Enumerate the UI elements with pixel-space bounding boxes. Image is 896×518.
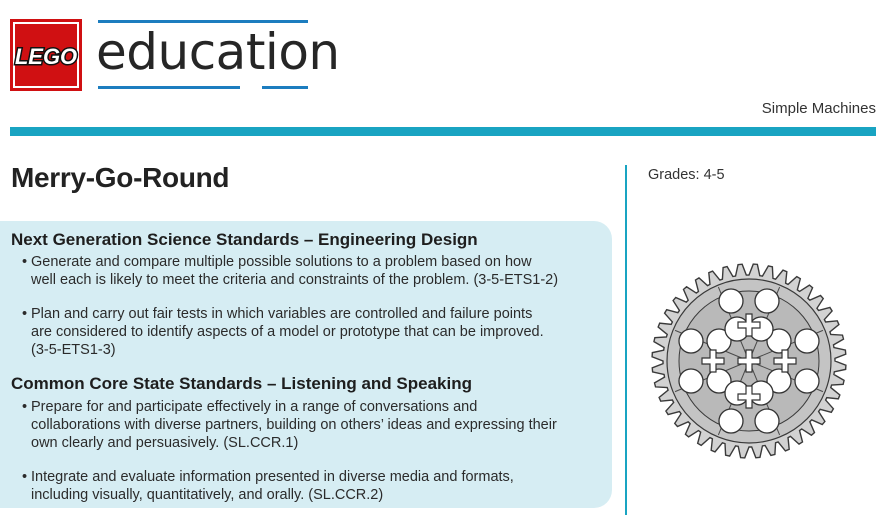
header-divider-bar [10,127,876,136]
bullet-line: Plan and carry out fair tests in which variables are controlled and failure points [31,306,533,322]
ccss-bullet-2 [22,468,607,504]
gear-icon [650,262,848,465]
topic-label: Simple Machines [761,100,876,117]
gear-hole [719,289,743,313]
gear-hole [755,409,779,433]
bullet-line: collaborations with diverse partners, building on others’ ideas and expressing their [31,417,557,433]
ngss-heading: Next Generation Science Standards – Engineering Design [11,230,478,249]
gear-illustration [650,262,848,460]
bullet-line: (3-5-ETS1-3) [31,342,116,358]
brand-wordmark: education [96,23,340,81]
bullet-line: Integrate and evaluate information presented in diverse media and formats, [31,469,514,485]
bullet-line: including visually, quantitatively, and orally. (SL.CCR.2) [31,487,384,503]
bullet-line: are considered to identify aspects of a model or prototype that can be improved. [31,324,544,340]
bullet-dot: • [22,469,28,485]
gear-hole [795,329,819,353]
bullet-dot: • [22,254,28,270]
grades-label: Grades: 4-5 [648,167,725,183]
gear-hole [679,369,703,393]
ngss-bullet-1 [22,253,607,289]
bullet-line: Prepare for and participate effectively in a range of conversations and [31,399,478,415]
ccss-bullet-1 [22,398,607,452]
lego-logo-mark [10,19,82,91]
column-divider [625,165,627,515]
bullet-dot: • [22,399,28,415]
bullet-line: own clearly and persuasively. (SL.CCR.1) [31,435,299,451]
bullet-dot: • [22,306,28,322]
gear-hole [719,409,743,433]
lego-logo [10,19,82,91]
ngss-bullet-2 [22,305,607,359]
brand-rule-bottom-short [262,86,308,89]
bullet-line: Generate and compare multiple possible solutions to a problem based on how [31,254,532,270]
gear-hole [679,329,703,353]
lego-logo-text: LEGO [14,44,78,69]
gear-hole [795,369,819,393]
ccss-heading: Common Core State Standards – Listening and Speaking [11,374,472,393]
bullet-line: well each is likely to meet the criteria and constraints of the problem. (3-5-ETS1-2) [31,272,559,288]
gear-hole [755,289,779,313]
page-title: Merry-Go-Round [11,162,230,193]
brand-rule-bottom [98,86,240,89]
